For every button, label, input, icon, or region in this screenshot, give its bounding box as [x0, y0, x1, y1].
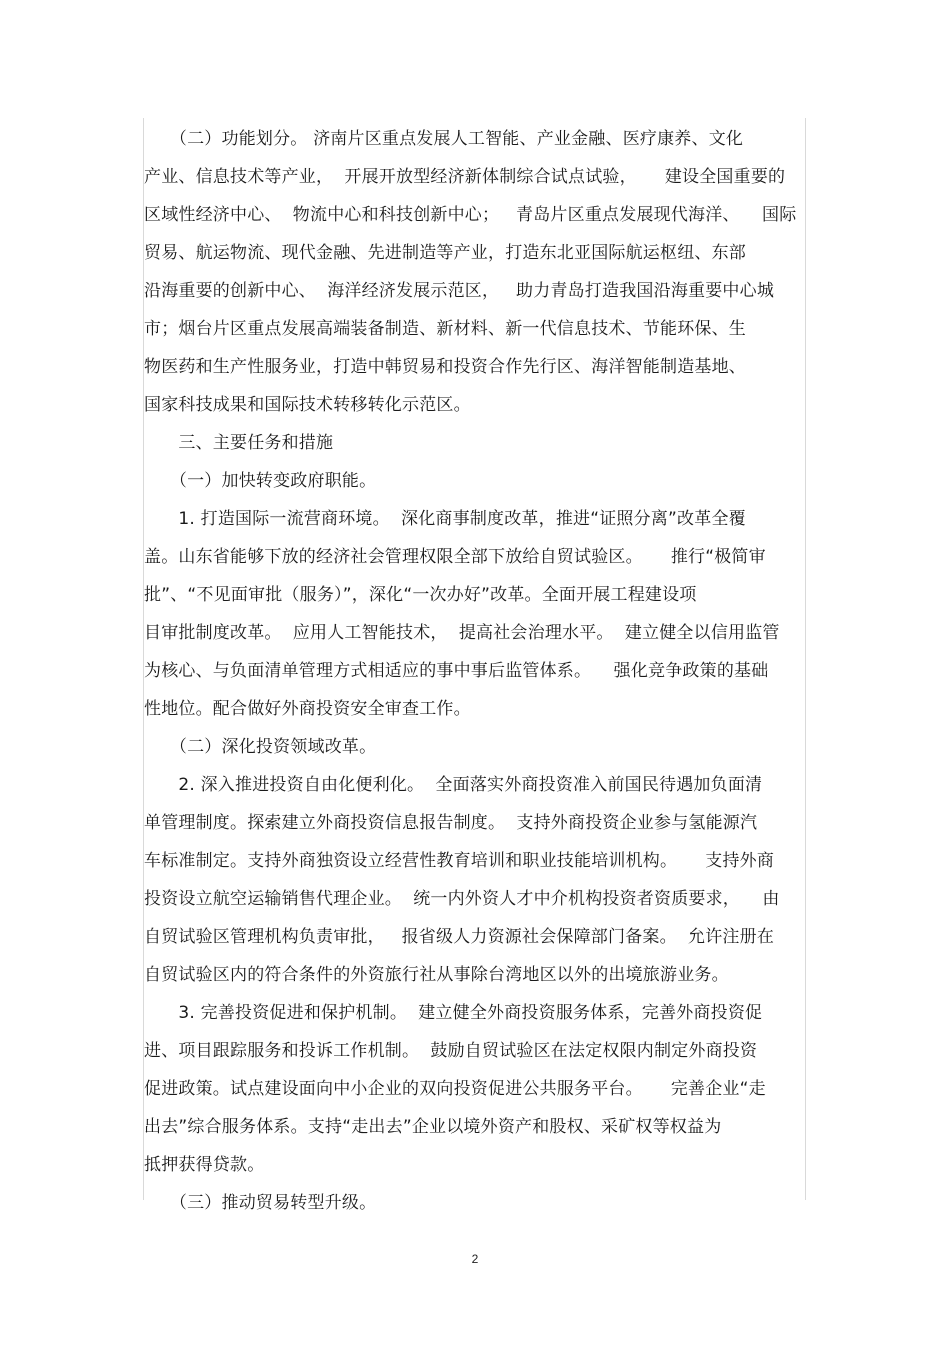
text-line: 促进政策。试点建设面向中小企业的双向投资促进公共服务平台。 完善企业“走	[144, 1079, 766, 1099]
text-line: 区域性经济中心、 物流中心和科技创新中心； 青岛片区重点发展现代海洋、 国际	[144, 205, 797, 225]
text-line: 车标准制定。支持外商独资设立经营性教育培训和职业技能培训机构。 支持外商	[144, 851, 775, 871]
text-line: 产业、信息技术等产业， 开展开放型经济新体制综合试点试验， 建设全国重要的	[144, 167, 786, 187]
text-line: 为核心、与负面清单管理方式相适应的事中事后监管体系。 强化竞争政策的基础	[144, 661, 769, 681]
text-line: 单管理制度。探索建立外商投资信息报告制度。 支持外商投资企业参与氢能源汽	[144, 813, 758, 833]
text-line: （二）功能划分。 济南片区重点发展人工智能、产业金融、医疗康养、文化	[144, 129, 744, 149]
subsection-heading: （三）推动贸易转型升级。	[144, 1193, 377, 1213]
text-line: 投资设立航空运输销售代理企业。 统一内外资人才中介机构投资者资质要求， 由	[144, 889, 780, 909]
body-text	[144, 120, 808, 1222]
text-line: 性地位。配合做好外商投资安全审查工作。	[144, 699, 471, 719]
subsection-heading: （二）深化投资领域改革。	[144, 737, 377, 757]
text-line: 批”、“不见面审批（服务）”，深化“一次办好”改革。全面开展工程建设项	[144, 585, 697, 605]
text-line: 1. 打造国际一流营商环境。 深化商事制度改革，推进“证照分离”改革全覆	[144, 509, 746, 529]
text-line: 进、项目跟踪服务和投诉工作机制。 鼓励自贸试验区在法定权限内制定外商投资	[144, 1041, 758, 1061]
text-line: 自贸试验区管理机构负责审批， 报省级人力资源社会保障部门备案。 允许注册在	[144, 927, 775, 947]
text-line: 市；烟台片区重点发展高端装备制造、新材料、新一代信息技术、节能环保、生	[144, 319, 746, 339]
text-line: 国家科技成果和国际技术转移转化示范区。	[144, 395, 471, 415]
text-line: 盖。山东省能够下放的经济社会管理权限全部下放给自贸试验区。 推行“极简审	[144, 547, 766, 567]
text-line: 抵押获得贷款。	[144, 1155, 265, 1175]
section-heading: 三、主要任务和措施	[144, 433, 334, 453]
page-number: 2	[471, 1252, 479, 1266]
text-line: 自贸试验区内的符合条件的外资旅行社从事除台湾地区以外的出境旅游业务。	[144, 965, 729, 985]
text-line: 目审批制度改革。 应用人工智能技术， 提高社会治理水平。 建立健全以信用监管	[144, 623, 780, 643]
text-line: 出去”综合服务体系。支持“走出去”企业以境外资产和股权、采矿权等权益为	[144, 1117, 722, 1137]
text-line: 物医药和生产性服务业，打造中韩贸易和投资合作先行区、海洋智能制造基地、	[144, 357, 746, 377]
text-line: 沿海重要的创新中心、 海洋经济发展示范区， 助力青岛打造我国沿海重要中心城	[144, 281, 775, 301]
text-line: 3. 完善投资促进和保护机制。 建立健全外商投资服务体系，完善外商投资促	[144, 1003, 763, 1023]
subsection-heading: （一）加快转变政府职能。	[144, 471, 377, 491]
text-line: 贸易、航运物流、现代金融、先进制造等产业，打造东北亚国际航运枢纽、东部	[144, 243, 746, 263]
text-line: 2. 深入推进投资自由化便利化。 全面落实外商投资准入前国民待遇加负面清	[144, 775, 763, 795]
